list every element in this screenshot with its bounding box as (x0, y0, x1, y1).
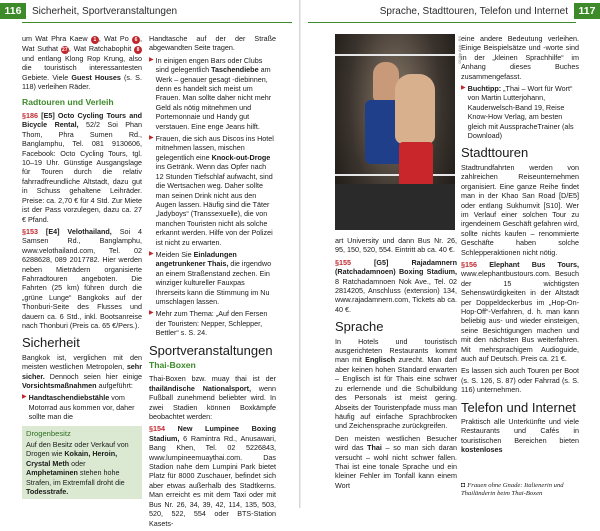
bullet-buchtipp: ▶ Buchtipp: „Thai – Wort für Wort“ von Martin Lutterjohann, Kauderwelsch-Band 19, Reise Know-How Verlag, am besten gleich mit AusspracheTrainer (als Download) (461, 84, 574, 141)
stadttouren-paragraph: Stadtrundfahrten werden von zahlreichen Reiseunternehmen organisiert. Eine ganze Reihe findet man in der Khao San Road [D/E5] oder entlang Sukhumvit [S10]. Wer im Verlauf einer solchen Tour zu irgendeinem Geschäft gefahren wird, sollte nichts kaufen – renommierte Geschäfte haben solche Schlepperaktionen nicht nötig. (461, 162, 579, 257)
bullet-mehr-zum-thema: ▶ Mehr zum Thema: „Auf den Fersen der Touristen: Nepper, Schlepper, Bettler“ s. S. 24. (149, 309, 268, 338)
left-running-header (0, 3, 300, 19)
sprache-paragraph-1: In Hotels und touristisch ausgerichteten Restaurants kommt man mit Englisch zurecht. Man darf aber keinen hohen Standard erwarten – Englisch ist für Thais eine schwer zu erlernende und die Schulbildung des Personals ist meist gering. Abseits der Touristenpfade muss man häufig auf einfache Sprachbrocken und Zeichensprache zurückgreifen. (335, 336, 457, 431)
telefon-paragraph: Praktisch alle Unterkünfte und viele Restaurants und Cafés in touristischen Bereichen bieten kostenloses (461, 417, 579, 455)
arrow-icon: ▶ (149, 310, 154, 317)
left-column-2 (149, 34, 276, 531)
heading-sicherheit: Sicherheit (22, 335, 80, 351)
infobox-text: Auf den Besitz oder Verkauf von Drogen wie Kokain, Heroin, Crystal Meth oder Amphetaminen stehen hohe Strafen, im Extremfall droht die Todesstrafe. (26, 440, 129, 497)
camera-icon: ◘ (461, 481, 466, 489)
header-rule-right (308, 22, 576, 23)
heading-stadttouren: Stadttouren (461, 145, 529, 161)
drogenbesitz-infobox (22, 426, 142, 500)
bus-continuation: art University und dann Bus Nr. 26, 95, 150, 520, 554. Eintritt ab ca. 40 €. (335, 236, 457, 255)
ring-floor (335, 184, 455, 230)
boot-paragraph: Es lassen sich auch Touren per Boot (s. S. 126, S. 87) oder Fahrrad (s. S. 116) unternehmen. (461, 366, 579, 395)
arrow-icon: ▶ (149, 250, 154, 257)
running-head-left: Sicherheit, Sportveranstaltungen (32, 5, 178, 17)
bullet-einladungen: ▶ Meiden Sie Einladungen angetrunkener Thais, die irgendwo an einem Straßenstand zechen. Ein winziger kultureller Fauxpas Ihrerseits kann die Stimmung im Nu umschlagen lassen. (149, 249, 272, 306)
photo-caption: ◘ Frauen ohne Gnade: Italienerin und Thailänderin beim Thai-Boxen (461, 481, 564, 497)
thai-boxen-paragraph: Thai-Boxen bzw. muay thai ist der thailändische Nationalsport, wenn Fußball zunehmend beliebter wird. In zwei Stadien können Boxkämpfe beobachtet werden: (149, 374, 276, 422)
thai-boxing-photo (335, 34, 455, 230)
listing-lumpinee: §154 New Lumpinee Boxing Stadium, 6 Ramintra Rd., Anusawari, Bang Khen, Tel. 02 5226843, www.lumpineemuaythai.com. Das Stadion nahe dem Lumpini Park bietet Platz für 8000 Zuschauer, befindet sich aber etwas außerhalb des Stadtkerns. Man erreicht es mit dem Taxi oder mit Bus Nr. 26, 34, 39, 42, 114, 135, 503, 520, 522, 554 oder BTS-Station Kasets- (149, 424, 276, 528)
right-running-header (300, 3, 600, 19)
listing-velothailand: §153 [E4] Velothailand, Soi 4 Samsen Rd., Banglamphu, www.velothailand.com, Tel. 02 6288628, 089 2017782. Hier werden neben Mieträdern organisierte Fahrradtouren angeboten. Die Fahrten (25 km) führen durch die „grüne Lunge“ Bangkoks auf der Thonburi-Seite des Flusses und dauern ca. 6 Std., inkl. Bootsanreise nach Thonburi (Preis ca. 65 €/Pers.). (22, 226, 142, 330)
left-page (0, 0, 300, 528)
listing-elephant-bus: §156 Elephant Bus Tours, www.elephantbustours.com. Besuch der 15 wichtigsten Sehenswürdigkeiten in der Altstadt per Doppeldeckerbus im „Hop-On-Hop-Off“-Verfahren, d. h. man kann beliebig aus- und wieder einsteigen, seine Besichtigungen machen und mit den nächsten Bus weiterfahren. Mit mehrsprachigem Audioguide, auch auf Deutsch. Preis ca. 21 €. (461, 259, 579, 363)
heading-telefon-internet: Telefon und Internet (461, 399, 576, 415)
bullet-knockout: ▶ Frauen, die sich aus Discos ins Hotel mitnehmen lassen, mischen gelegentlich eine Knock-out-Droge ins Getränk. Wenn das Opfer nach 12 Stunden Tiefschlaf aufwacht, sind die Wertsachen weg. Daher sollte man seinen Drink nicht aus den Augen lassen. Häufig sind die Täter „ladyboys“ (Transsexuelle), die von manchen Touristen nicht als solche erkannt werden. Hilfe von der Polizei ist nicht zu erwarten. (149, 134, 274, 247)
arrow-icon: ▶ (149, 135, 154, 142)
header-rule-left (22, 22, 292, 23)
right-column-2 (461, 34, 579, 458)
bullet-taschendiebe: ▶ In einigen engen Bars oder Clubs sind gelegentlich Taschendiebe am Werk – genauer gesagt -diebinnen, denn es handelt sich meist um Frauen. Man sollte daher nicht mehr Geld als nötig mitnehmen und Portemonnaie und Handy gut verstauen. Eine enge Jeans hilft. (149, 55, 272, 131)
page-number-left: 116 (0, 3, 26, 19)
photo-credit: 034bk Abb.: RS (457, 36, 462, 64)
heading-sprache: Sprache (335, 319, 384, 335)
arrow-icon: ▶ (22, 394, 27, 401)
heading-sportveranstaltungen: Sportveranstaltungen (149, 342, 273, 358)
arrow-icon: ▶ (149, 56, 154, 63)
sprache-paragraph-2: Den meisten westlichen Besucher wird das Thai – so man sich daran versucht – wohl nicht schwer fallen. Thai ist eine tonale Sprache und ein kleiner Fehler im Tonfall kann einem Wort (335, 433, 457, 490)
infobox-title: Drogenbesitz (26, 428, 71, 438)
sprache-continuation: eine andere Bedeutung verleihen. Einige Beispielsätze und -worte sind in der „kleinen Sprachhilfe“ im Anhang dieses Buches zusammengefasst. (461, 34, 579, 81)
intro-paragraph: um Wat Phra Kaew 1 , Wat Po 6 , Wat Suthat 27, Wat Ratchabophit 8 und entlang Klong Rop Krung, also die touristisch interessantesten Gebiete. Viele Guest Houses (s. S. 118) verleihen Räder. (22, 34, 142, 92)
left-column-1 (22, 34, 142, 499)
handtasche-cont: Handtasche auf der der Straße abgewandten Seite tragen. (149, 34, 276, 53)
listing-octo-cycling: §186 [E5] Octo Cycling Tours and Bicycle Rental, 52/2 Soi Phan Thom, Phra Sumen Rd., Banglamphu, Tel. 081 9130606, Facebook: Octo Cycling Tours, tgl. 10–19 Uhr. Günstige Ausgangslage für Touren durch die relativ fahrradfreundliche Altstadt, dazu gut in Schuss gehaltene Leihräder. Preise: ca. 2,70 € für 4 Std. Zur Miete ist der Pass vorzulegen, dazu ca. 27 € Pfand. (22, 111, 142, 224)
page-number-right: 117 (574, 3, 600, 19)
heading-thai-boxen: Thai-Boxen (149, 360, 196, 370)
sicherheit-paragraph: Bangkok ist, verglichen mit den meisten westlichen Metropolen, sehr sicher. Dennoch seien hier einige Vorsichtsmaßnahmen aufgeführt: (22, 352, 142, 390)
boxer-right-figure (395, 74, 435, 144)
running-head-right: Sprache, Stadttouren, Telefon und Internet (379, 5, 568, 17)
listing-rajadamnern: §155 [G5] Rajadamnern (Ratchadamnoen) Boxing Stadium, 8 Ratchadamnoen Nok Ave., Tel. 02 2814205, Anschluss (extension) 134, www.rajadamnern.com, Tickets ab ca. 40 €. (335, 257, 457, 314)
heading-radtouren: Radtouren und Verleih (22, 96, 114, 107)
bullet-handtaschen: ▶ Handtaschendiebstähle vom Motorrad aus kommen vor, daher sollte man die (22, 393, 135, 422)
right-column-1 (335, 236, 457, 493)
arrow-icon: ▶ (461, 85, 466, 92)
